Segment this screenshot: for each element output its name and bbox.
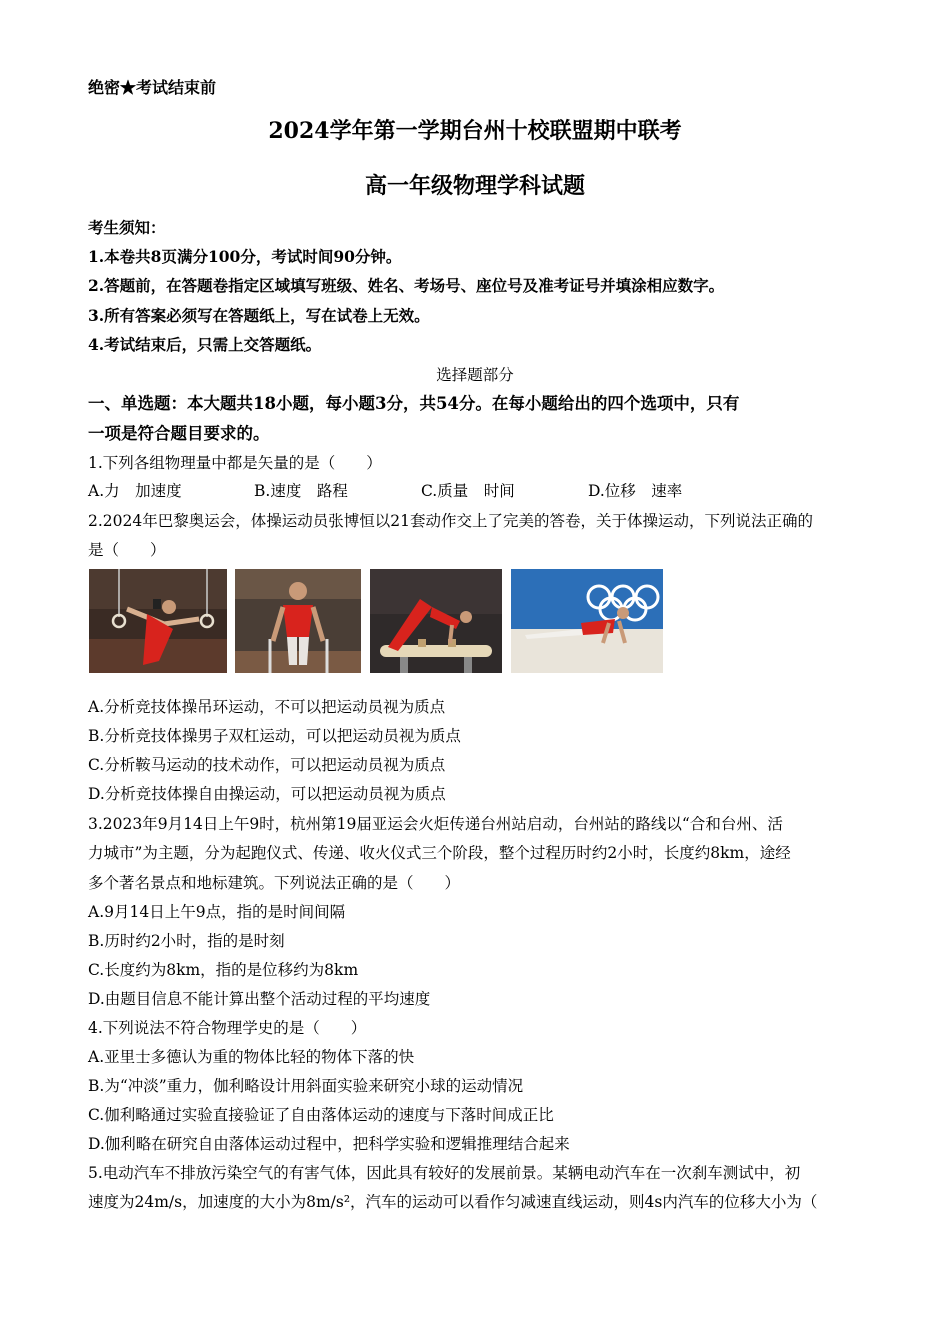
secret-label: 绝密★考试结束前: [88, 78, 217, 97]
option-d: D.位移 速率: [588, 482, 683, 500]
option-d: D.由题目信息不能计算出整个活动过程的平均速度: [88, 990, 431, 1008]
question-stem: 1.下列各组物理量中都是矢量的是（ ）: [88, 454, 382, 472]
option-a: A.9月14日上午9点，指的是时间间隔: [88, 903, 346, 921]
notice-item: 4.考试结束后，只需上交答题纸。: [88, 335, 322, 354]
option-c: C.长度约为8km，指的是位移约为8km: [88, 961, 359, 979]
option-b: B.速度 路程: [254, 482, 348, 500]
option-b: B.历时约2小时，指的是时刻: [88, 932, 285, 950]
question-stem: 速度为24m/s，加速度的大小为8m/s²，汽车的运动可以看作匀减速直线运动，则4s内汽车的位移大小为（: [88, 1193, 818, 1211]
option-b: B.为“冲淡”重力，伽利略设计用斜面实验来研究小球的运动情况: [88, 1077, 524, 1095]
gymnast-rings-photo: [89, 569, 227, 673]
section-title: 选择题部分: [436, 366, 514, 384]
notice-item: 1.本卷共8页满分100分，考试时间90分钟。: [88, 247, 402, 266]
exam-subtitle: 高一年级物理学科试题: [364, 173, 585, 199]
option-a: A.亚里士多德认为重的物体比轻的物体下落的快: [88, 1048, 415, 1066]
section-instruction: 一项是符合题目要求的。: [88, 424, 270, 443]
question-stem: 力城市”为主题，分为起跑仪式、传递、收火仪式三个阶段，整个过程历时约2小时，长度约8km，途经: [88, 844, 791, 862]
option-d: D.伽利略在研究自由落体运动过程中，把科学实验和逻辑推理结合起来: [88, 1135, 570, 1153]
gymnast-parallel-bars-photo: [235, 569, 361, 673]
notice-heading: 考生须知：: [88, 218, 166, 237]
question-stem: 多个著名景点和地标建筑。下列说法正确的是（ ）: [88, 874, 461, 892]
notice-item: 2.答题前，在答题卷指定区域填写班级、姓名、考场号、座位号及准考证号并填涂相应数字。: [88, 276, 725, 295]
option-a: A.分析竞技体操吊环运动，不可以把运动员视为质点: [88, 698, 446, 716]
gymnast-pommel-horse-photo: [370, 569, 502, 673]
option-c: C.伽利略通过实验直接验证了自由落体运动的速度与下落时间成正比: [88, 1106, 554, 1124]
option-a: A.力 加速度: [88, 482, 182, 500]
exam-title: 2024学年第一学期台州十校联盟期中联考: [268, 118, 682, 144]
section-instruction: 一、单选题：本大题共18小题，每小题3分，共54分。在每小题给出的四个选项中，只有: [88, 394, 740, 413]
question-stem: 4.下列说法不符合物理学史的是（ ）: [88, 1019, 367, 1037]
question-stem: 是（ ）: [88, 541, 166, 559]
question-stem: 5.电动汽车不排放污染空气的有害气体，因此具有较好的发展前景。某辆电动汽车在一次刹车测试中，初: [88, 1164, 801, 1182]
question-stem: 3.2023年9月14日上午9时，杭州第19届亚运会火炬传递台州站启动，台州站的路线以“合和台州、活: [88, 815, 783, 833]
option-c: C.质量 时间: [421, 482, 515, 500]
gymnast-floor-photo: [511, 569, 663, 673]
option-d: D.分析竞技体操自由操运动，可以把运动员视为质点: [88, 785, 446, 803]
option-c: C.分析鞍马运动的技术动作，可以把运动员视为质点: [88, 756, 446, 774]
question-stem: 2.2024年巴黎奥运会，体操运动员张博恒以21套动作交上了完美的答卷，关于体操运动，下列说法正确的: [88, 512, 813, 530]
option-b: B.分析竞技体操男子双杠运动，可以把运动员视为质点: [88, 727, 461, 745]
notice-item: 3.所有答案必须写在答题纸上，写在试卷上无效。: [88, 306, 430, 325]
